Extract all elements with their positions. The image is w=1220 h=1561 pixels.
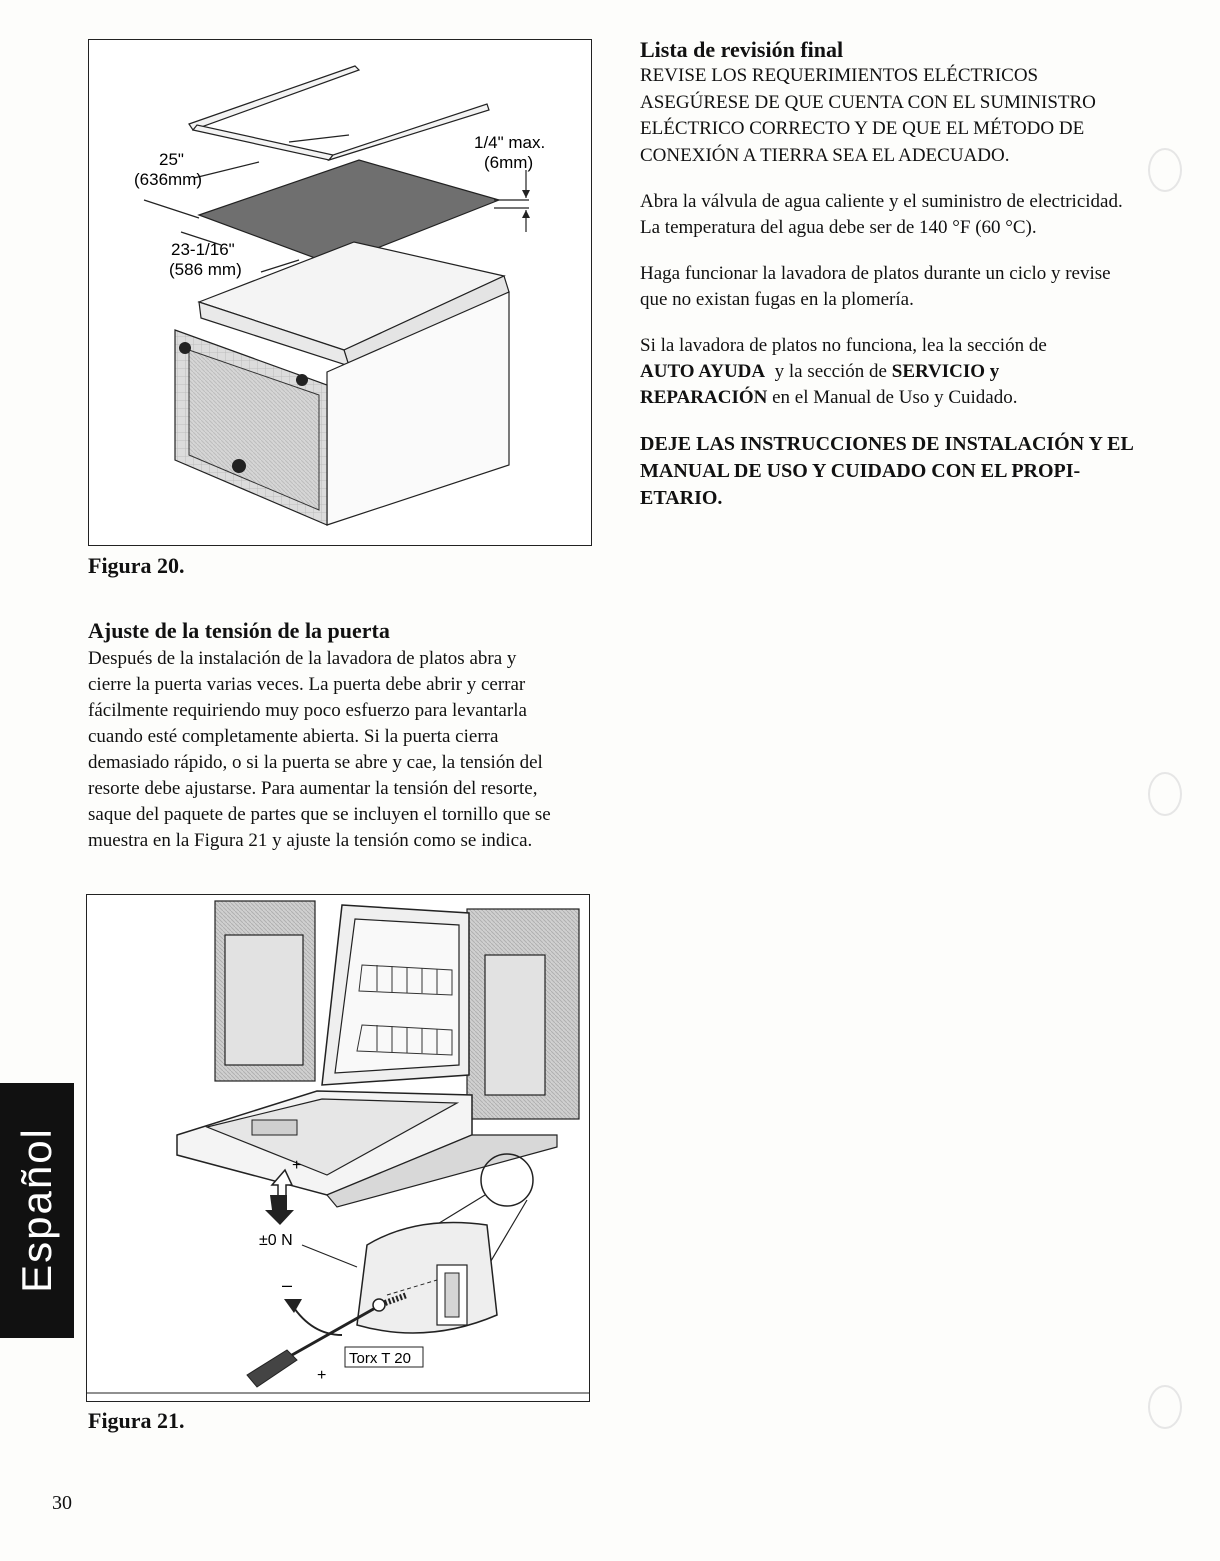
binder-hole — [1148, 1385, 1182, 1429]
paragraph-line: La temperatura del agua debe ser de 140 °F (60 °C). — [640, 217, 1037, 238]
paragraph-line: que no existan fugas en la plomería. — [640, 289, 914, 310]
electrical-requirements-block — [640, 63, 1180, 169]
figure-21 — [86, 894, 590, 1402]
door-tension-line: cierre la puerta varias veces. La puerta debe abrir y cerrar — [88, 674, 526, 695]
water-valve-paragraph — [640, 189, 1180, 241]
paragraph-line: Abra la válvula de agua caliente y el suministro de electricidad. — [640, 191, 1123, 212]
door-tension-title: Ajuste de la tensión de la puerta — [88, 618, 390, 643]
service-ref: SERVICIO y — [891, 361, 1000, 382]
door-tension-line: demasiado rápido, o si la puerta se abre y cae, la tensión del — [88, 752, 543, 773]
front-trim-strip — [189, 66, 489, 160]
door-tension-line: fácilmente requiriendo muy poco esfuerzo para levantarla — [88, 700, 527, 721]
detail-callout-circle — [481, 1154, 533, 1206]
paragraph-line: Si la lavadora de platos no funciona, lea la sección de — [640, 335, 1047, 356]
auto-help-ref: AUTO AYUDA — [640, 361, 766, 382]
caps-line: ELÉCTRICO CORRECTO Y DE QUE EL MÉTODO DE — [640, 118, 1085, 139]
door-tension-line: Después de la instalación de la lavadora de platos abra y — [88, 648, 517, 669]
depth-mm-dimension: (586 mm) — [169, 260, 242, 279]
caps-line: CONEXIÓN A TIERRA SEA EL ADECUADO. — [640, 144, 1010, 166]
door-tension-line: cuando esté completamente abierta. Si la puerta cierra — [88, 726, 499, 747]
newton-label: ±0 N — [259, 1232, 293, 1249]
language-side-tab-label: Español — [13, 1127, 60, 1293]
increase-sign-bottom: + — [317, 1367, 327, 1384]
width-mm-dimension: (636mm) — [134, 170, 203, 189]
countertop-dishwasher-illustration — [89, 40, 591, 545]
door-tension-line: saque del paquete de partes que se incluyen el tornillo que se — [88, 804, 551, 825]
paragraph-line: REPARACIÓN en el Manual de Uso y Cuidado. — [640, 387, 1018, 408]
language-side-tab — [0, 1083, 74, 1338]
increase-sign-top: + — [292, 1157, 302, 1174]
gap-dimension: 1/4" max. — [474, 133, 546, 152]
figure-21-caption: Figura 21. — [88, 1408, 185, 1433]
torx-tool-label: Torx T 20 — [349, 1350, 411, 1367]
binder-hole — [1148, 148, 1182, 192]
page-number: 30 — [52, 1492, 72, 1514]
run-cycle-paragraph — [640, 261, 1180, 313]
zoomed-hinge-detail — [357, 1223, 497, 1334]
depth-dimension: 23-1/16" — [171, 240, 235, 259]
checklist-body — [640, 63, 1180, 512]
troubleshooting-paragraph — [640, 333, 1180, 411]
door-tension-body — [88, 646, 588, 854]
door-spring-adjustment-illustration — [87, 895, 589, 1401]
caps-line: ASEGÚRESE DE QUE CUENTA CON EL SUMINISTRO — [640, 91, 1096, 113]
gap-mm-dimension: (6mm) — [484, 153, 534, 172]
paragraph-line: Haga funcionar la lavadora de platos durante un ciclo y revise — [640, 263, 1111, 284]
checklist-title: Lista de revisión final — [640, 37, 844, 62]
width-dimension: 25" — [159, 150, 184, 169]
figure-20 — [88, 39, 592, 546]
leave-instructions-notice: DEJE LAS INSTRUCCIONES DE INSTALACIÓN Y EL MANUAL DE USO Y CUIDADO CON EL PROPI- ETARIO. — [640, 433, 1134, 509]
caps-line: REVISE LOS REQUERIMIENTOS ELÉCTRICOS — [640, 65, 1039, 86]
screwdriver-icon — [247, 1295, 407, 1387]
figure-20-caption: Figura 20. — [88, 553, 185, 578]
door-tension-line: muestra en la Figura 21 y ajuste la tensión como se indica. — [88, 830, 533, 851]
paragraph-line: AUTO AYUDA y la sección de SERVICIO y — [640, 361, 1000, 382]
door-tension-line: resorte debe ajustarse. Para aumentar la tensión del resorte, — [88, 778, 538, 799]
decrease-sign: – — [282, 1275, 293, 1295]
repair-ref: REPARACIÓN — [640, 387, 768, 408]
binder-hole — [1148, 772, 1182, 816]
